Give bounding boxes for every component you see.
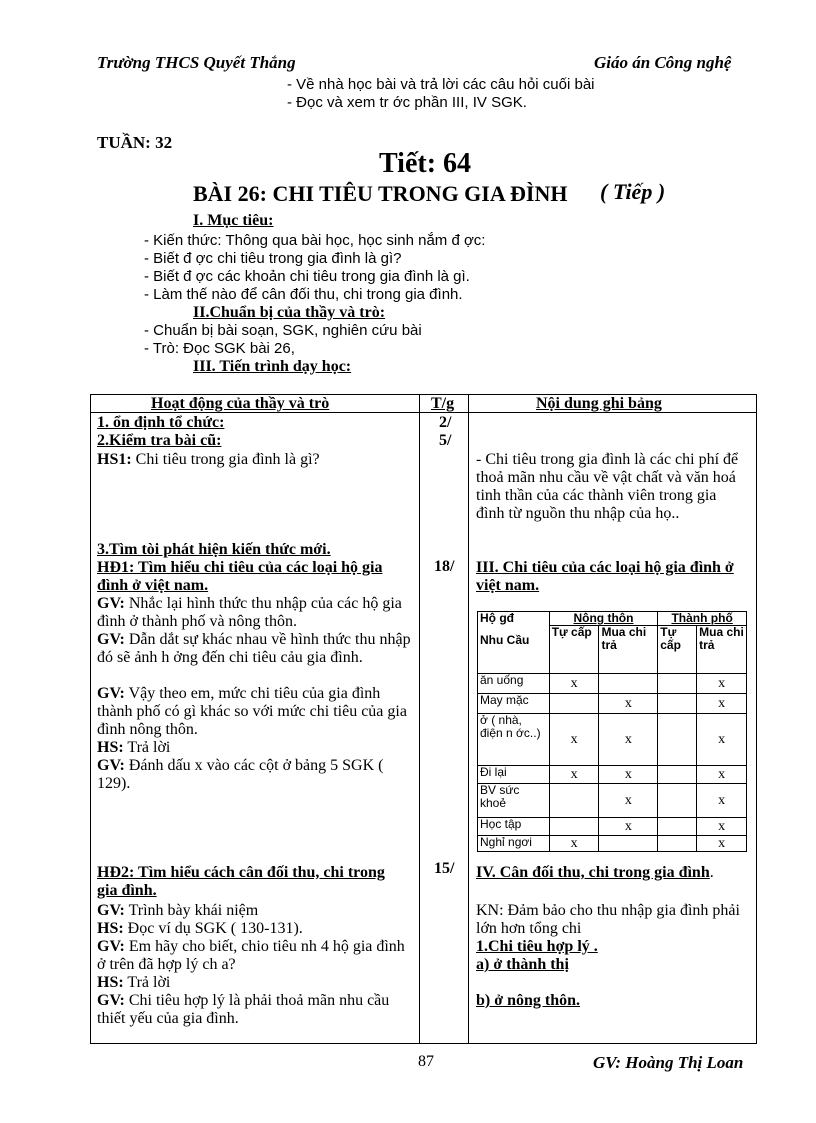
table-row: [478, 836, 747, 852]
header-household-needs: Hộ gđ Nhu Cầu: [478, 612, 550, 674]
gv-question: GV: Em hãy cho biết, chio tiêu nh 4 hộ gia đình ở trên đã hợp lý ch a?: [97, 938, 405, 973]
mark-cell: [658, 836, 697, 852]
hs-answer: HS: Trả lời: [97, 974, 171, 991]
mark-cell: x: [697, 784, 747, 818]
mark-cell: [549, 818, 599, 836]
mark-cell: x: [697, 818, 747, 836]
preparation-heading: II.Chuẩn bị của thầy và trò:: [193, 304, 386, 321]
preparation-item: - Trò: Đọc SGK bài 26,: [144, 340, 295, 357]
row-label: ăn uống: [478, 674, 550, 694]
mark-cell: x: [599, 714, 658, 766]
hs-answer: HS: Trả lời: [97, 739, 171, 756]
gv-statement: GV: Dẫn dắt sự khác nhau về hình thức thu nhập đó sẽ ảnh h ởng đến chi tiêu cảu gia đình.: [97, 631, 411, 666]
activity-1-heading: HĐ1: Tìm hiểu chi tiêu của các loại hộ gia đình ở việt nam.: [97, 559, 383, 594]
mark-cell: [658, 694, 697, 714]
lesson-title: BÀI 26: CHI TIÊU TRONG GIA ĐÌNH: [193, 181, 568, 206]
mark-cell: x: [697, 714, 747, 766]
objective-item: - Làm thế nào để cân đối thu, chi trong gia đình.: [144, 286, 463, 303]
table-row: [478, 766, 747, 784]
header-purchased: Mua chi trả: [697, 626, 747, 674]
mark-cell: [658, 784, 697, 818]
concept-definition: KN: Đảm bảo cho thu nhập gia đình phải lớn hơn tổng chi: [476, 902, 740, 937]
objective-item: - Kiến thức: Thông qua bài học, học sinh nắm đ ợc:: [144, 232, 486, 249]
mark-cell: x: [599, 766, 658, 784]
mark-cell: x: [697, 766, 747, 784]
time-activity-2: 15/: [434, 860, 455, 877]
table-row: [478, 784, 747, 818]
row-label: Đi lại: [478, 766, 550, 784]
mark-cell: x: [599, 694, 658, 714]
mark-cell: [549, 694, 599, 714]
section-new-knowledge: 3.Tìm tòi phát hiện kiến thức mới.: [97, 541, 331, 558]
subsection-urban: a) ở thành thị: [476, 956, 569, 973]
gv-statement: GV: Chi tiêu hợp lý là phải thoả mãn nhu cầu thiết yếu của gia đình.: [97, 992, 390, 1027]
homework-line-2: - Đọc và xem tr ớc phần III, IV SGK.: [287, 94, 527, 111]
table-row: [478, 818, 747, 836]
table-row: [478, 674, 747, 694]
mark-cell: x: [599, 818, 658, 836]
mark-cell: x: [549, 714, 599, 766]
time-review: 5/: [439, 432, 452, 449]
review-question: HS1: Chi tiêu trong gia đình là gì?: [97, 451, 320, 468]
process-heading: III. Tiến trình dạy học:: [193, 358, 352, 375]
objectives-heading: I. Mục tiêu:: [193, 212, 274, 229]
header-self-supplied: Tự cấp: [549, 626, 599, 674]
gv-statement: GV: Nhắc lại hình thức thu nhập của các hộ gia đình ở thành phố và nông thôn.: [97, 595, 402, 630]
table-row: [478, 694, 747, 714]
mark-cell: [599, 836, 658, 852]
week-label: TUẦN: 32: [97, 133, 173, 152]
table-row: [478, 714, 747, 766]
objective-item: - Biết đ ợc các khoản chi tiêu trong gia đình là gì.: [144, 268, 470, 285]
page-number: 87: [418, 1053, 434, 1070]
gv-statement: GV: Trình bày khái niệm: [97, 902, 259, 919]
review-answer: - Chi tiêu trong gia đình là các chi phí để thoả mãn nhu cầu về vật chất và văn hoá tinh thần của các thành viên trong gia đình từ nguồn thu nhập của họ..: [476, 451, 739, 522]
gv-question: GV: Vậy theo em, mức chi tiêu của gia đình thành phố có gì khác so với mức chi tiêu của gia đình nông thôn.: [97, 685, 407, 738]
header-purchased: Mua chi trả: [599, 626, 658, 674]
mark-cell: x: [697, 694, 747, 714]
mark-cell: [549, 784, 599, 818]
objective-item: - Biết đ ợc chi tiêu trong gia đình là gì?: [144, 250, 402, 267]
row-label: Nghỉ ngơi: [478, 836, 550, 852]
row-label: BV sức khoẻ: [478, 784, 550, 818]
teacher-name: GV: Hoàng Thị Loan: [593, 1053, 744, 1072]
header-urban: Thành phố: [658, 612, 747, 626]
mark-cell: [658, 766, 697, 784]
preparation-item: - Chuẩn bị bài soạn, SGK, nghiên cứu bài: [144, 322, 422, 339]
subject-name: Giáo án Công nghệ: [594, 53, 732, 72]
gv-statement: GV: Đánh dấu x vào các cột ở bảng 5 SGK ( 129).: [97, 757, 384, 792]
mark-cell: x: [697, 836, 747, 852]
col-content-header: Nội dung ghi bảng: [536, 395, 662, 412]
col-time-header: T/g: [431, 395, 455, 412]
mark-cell: x: [549, 766, 599, 784]
subsection-rural: b) ở nông thôn.: [476, 992, 581, 1009]
content-section-4: IV. Cân đối thu, chi trong gia đình.: [476, 864, 714, 881]
subsection-reasonable-spending: 1.Chi tiêu hợp lý .: [476, 938, 598, 955]
mark-cell: x: [549, 836, 599, 852]
hs-answer: HS: Đọc ví dụ SGK ( 130-131).: [97, 920, 303, 937]
mark-cell: [658, 818, 697, 836]
mark-cell: x: [599, 784, 658, 818]
time-stabilize: 2/: [439, 414, 452, 431]
mark-cell: [599, 674, 658, 694]
row-label: ở ( nhà, điện n ớc..): [478, 714, 550, 766]
mark-cell: x: [549, 674, 599, 694]
header-self-supplied: Tự cấp: [658, 626, 697, 674]
mark-cell: x: [697, 674, 747, 694]
col-activity-header: Hoạt động của thầy và trò: [151, 395, 330, 412]
activity-2-heading: HĐ2: Tìm hiểu cách cân đối thu, chi trong gia đình.: [97, 864, 385, 899]
header-rural: Nông thôn: [549, 612, 658, 626]
school-name: Trường THCS Quyết Thắng: [97, 53, 296, 72]
section-review: 2.Kiểm tra bài cũ:: [97, 432, 222, 449]
time-activity-1: 18/: [434, 558, 455, 575]
lesson-number: Tiết: 64: [379, 148, 472, 179]
row-label: May mặc: [478, 694, 550, 714]
lesson-title-continued: ( Tiếp ): [600, 179, 666, 204]
section-stabilize: 1. ổn định tổ chức:: [97, 414, 225, 431]
content-section-3: III. Chi tiêu của các loại hộ gia đình ở việt nam.: [476, 559, 734, 594]
mark-cell: [658, 674, 697, 694]
mark-cell: [658, 714, 697, 766]
homework-line-1: - Về nhà học bài và trả lời các câu hỏi cuối bài: [287, 76, 595, 93]
row-label: Học tập: [478, 818, 550, 836]
household-spending-table: [477, 611, 747, 852]
